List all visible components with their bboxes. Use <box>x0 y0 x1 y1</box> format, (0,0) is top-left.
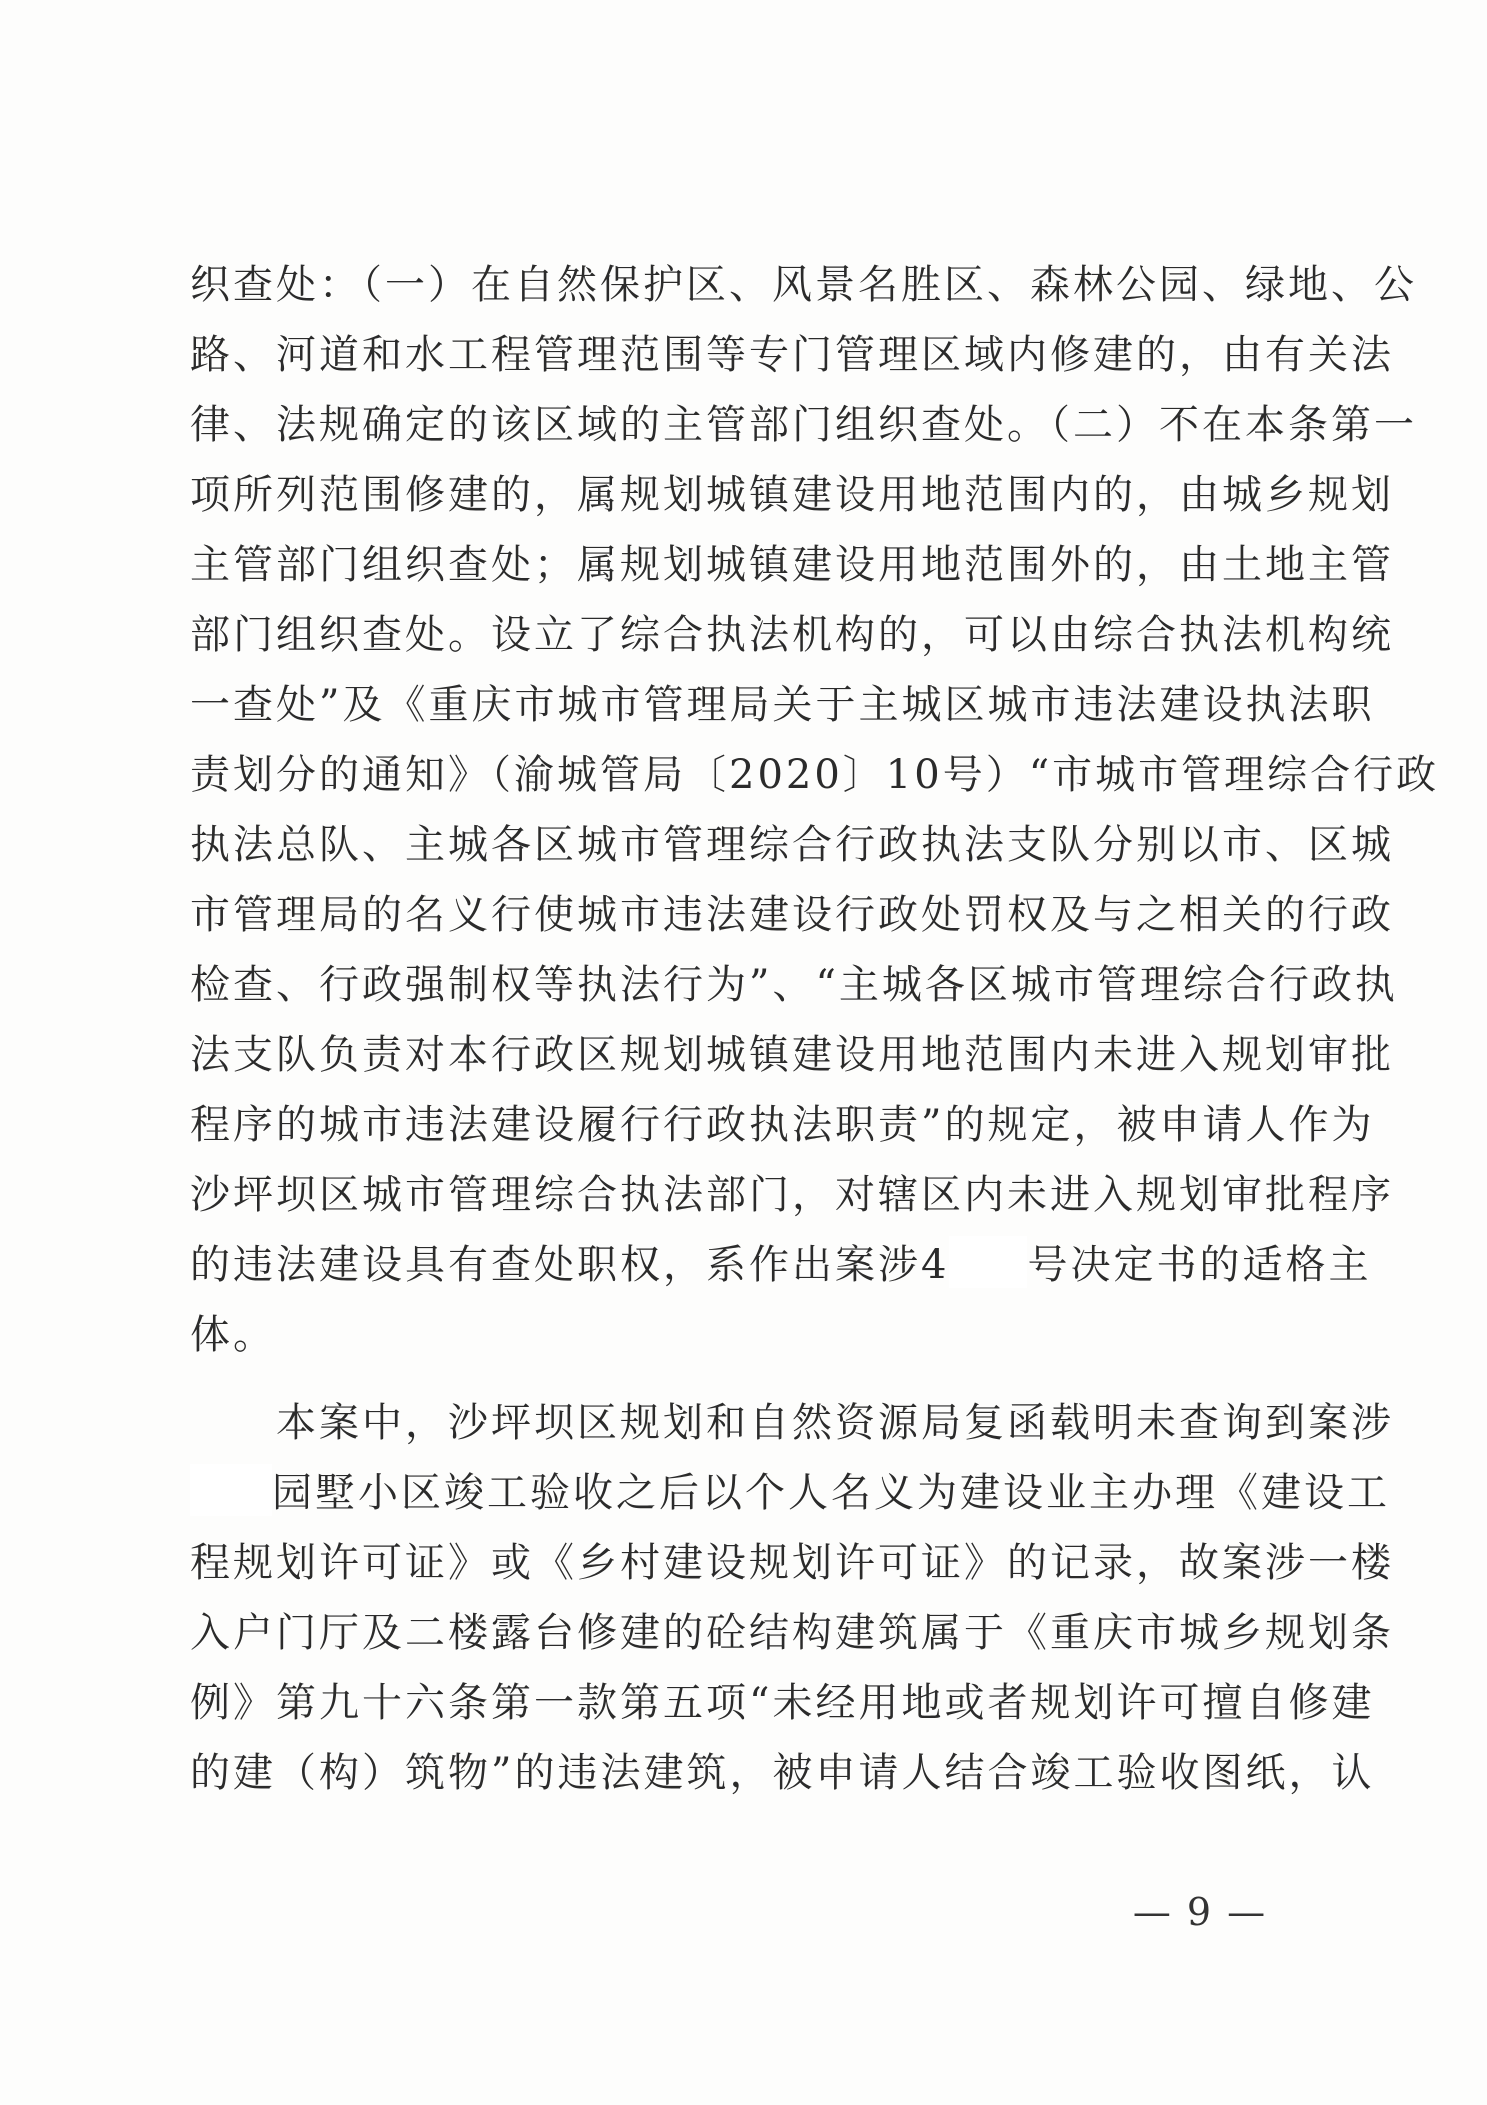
document-body <box>190 250 1440 1808</box>
paragraph-line: 执法总队、主城各区城市管理综合行政执法支队分别以市、区城 <box>190 822 1394 868</box>
redaction-box <box>949 1236 1027 1288</box>
redaction-box <box>190 1464 272 1516</box>
paragraph-line: 的建（构）筑物”的违法建筑，被申请人结合竣工验收图纸，认 <box>190 1750 1375 1796</box>
paragraph-line: 责划分的通知》（渝城管局〔2020〕10号）“市城市管理综合行政 <box>190 752 1440 798</box>
paragraph-line: 路、河道和水工程管理范围等专门管理区域内修建的，由有关法 <box>190 332 1394 378</box>
page-number: — 9 — <box>1132 1890 1268 1934</box>
paragraph-line: 法支队负责对本行政区规划城镇建设用地范围内未进入规划审批 <box>190 1032 1394 1078</box>
paragraph-line: 律、法规确定的该区域的主管部门组织查处。（二）不在本条第一 <box>190 402 1417 448</box>
paragraph-line: 主管部门组织查处；属规划城镇建设用地范围外的，由土地主管 <box>190 542 1394 588</box>
line-text: 园墅小区竣工验收之后以个人名义为建设业主办理《建设工 <box>272 1470 1390 1516</box>
paragraph-line: 沙坪坝区城市管理综合执法部门，对辖区内未进入规划审批程序 <box>190 1172 1394 1218</box>
paragraph-line: 市管理局的名义行使城市违法建设行政处罚权及与之相关的行政 <box>190 892 1394 938</box>
paragraph-line: 一查处”及《重庆市城市管理局关于主城区城市违法建设执法职 <box>190 682 1375 728</box>
indent-space <box>190 1400 276 1446</box>
paragraph-line: 体。 <box>190 1312 276 1358</box>
line-text: 号决定书的适格主 <box>1027 1242 1372 1288</box>
paragraph-line: 例》第九十六条第一款第五项“未经用地或者规划许可擅自修建 <box>190 1680 1375 1726</box>
paragraph-line: 入户门厅及二楼露台修建的砼结构建筑属于《重庆市城乡规划条 <box>190 1610 1394 1656</box>
paragraph-line: 检查、行政强制权等执法行为”、“主城各区城市管理综合行政执 <box>190 962 1398 1008</box>
line-text: 本案中，沙坪坝区规划和自然资源局复函载明未查询到案涉 <box>276 1400 1394 1446</box>
paragraph-first-line <box>190 1388 1394 1458</box>
paragraph-line: 部门组织查处。设立了综合执法机构的，可以由综合执法机构统 <box>190 612 1394 658</box>
paragraph-line: 织查处：（一）在自然保护区、风景名胜区、森林公园、绿地、公 <box>190 262 1417 308</box>
paragraph-line: 程规划许可证》或《乡村建设规划许可证》的记录，故案涉一楼 <box>190 1540 1394 1586</box>
paragraph-line-with-redaction <box>190 1230 1372 1300</box>
paragraph-line: 项所列范围修建的，属规划城镇建设用地范围内的，由城乡规划 <box>190 472 1394 518</box>
paragraph-line: 程序的城市违法建设履行行政执法职责”的规定，被申请人作为 <box>190 1102 1375 1148</box>
line-text: 的违法建设具有查处职权，系作出案涉4 <box>190 1242 950 1288</box>
paragraph-line-with-redaction <box>190 1458 1390 1528</box>
